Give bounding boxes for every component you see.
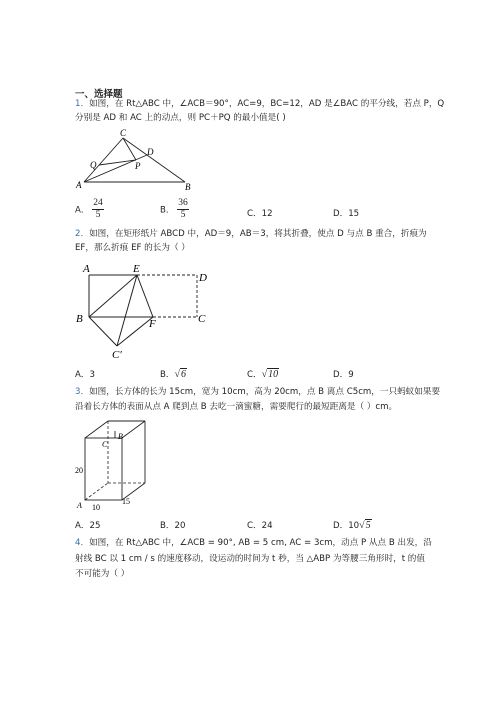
q2-option-c-letter: C． [247,370,262,380]
q2-option-a-value: 3 [89,370,95,380]
q1-figure [75,126,200,192]
q3-label-15: 15 [122,497,130,506]
q3-label-10: 10 [92,503,100,512]
q3-label-20: 20 [75,466,83,475]
q1-option-a [75,198,104,221]
q1-label-b: B [185,182,191,192]
q4-text-line2: 射线 BC 以 1 cm / s 的速度移动，设运动的时间为 t 秒，当 △ABP 为等腰三角形时，t 的值 [75,554,425,564]
q2-option-b-letter: B． [160,370,175,380]
q3-text-line1: 如图，长方体的长为 15cm，宽为 10cm，高为 20cm，点 B 离点 C5cm，一只蚂蚁如果要 [89,387,441,397]
q1-text-line1: 如图，在 Rt△ABC 中，∠ACB＝90°，AC=9，BC=12，AD 是∠BAC 的平分线，若点 P，Q [89,99,445,109]
q1-label-p: P [135,161,141,171]
q2-label-c: C [198,313,206,325]
q1-option-a-fraction [92,198,104,221]
q4-text-line3: 不可能为（ ） [75,569,130,579]
q2-figure [75,258,215,362]
q3-option-a-letter: A． [75,521,90,531]
q2-option-d-value: 9 [348,370,354,380]
q2-option-b-radical: √6 [174,369,186,380]
q3-option-c-value: 24 [261,521,273,531]
q2-label-f: F [149,318,156,330]
q3-label-b: B [118,432,123,441]
q3-option-c [247,519,273,531]
q1-option-d-value: 15 [348,209,360,219]
q2-option-c-radical: √10 [261,369,279,380]
q4-text-line1: 如图，在 Rt△ABC 中，∠ACB = 90°, AB = 5 cm, AC = 3cm，动点 P 从点 B 出发，沿 [89,538,432,548]
q3-option-a-value: 25 [89,521,101,531]
q1-option-a-letter: A． [75,205,90,216]
q1-option-b-den: 5 [180,210,186,220]
q3-option-d-letter: D． [333,521,349,531]
q3-option-c-letter: C． [247,521,262,531]
q2-option-b-radicand: 6 [181,369,186,380]
q3-option-b-value: 20 [174,521,186,531]
q1-line1 [75,98,444,111]
q3-option-b-letter: B． [160,521,175,531]
q3-label-a: A [77,501,82,510]
q2-option-a-letter: A． [75,370,90,380]
q2-label-d: D [199,272,207,284]
q1-number: 1． [75,99,90,109]
q2-number: 2． [75,229,90,239]
q2-text-line2: EF，那么折痕 EF 的长为（ ） [75,243,190,253]
q3-option-d-radicand: 5 [365,520,371,531]
q3-figure [75,418,165,514]
q3-option-d-value: 10 [348,521,360,531]
q1-label-c: C [120,128,127,138]
q3-line1 [75,386,440,399]
q1-option-c-letter: C． [247,209,262,219]
q1-option-b-fraction [177,198,189,221]
q1-text-line2: 分别是 AD 和 AC 上的动点，则 PC＋PQ 的最小值是( ) [75,113,286,123]
q2-label-e: E [133,263,140,275]
q1-option-b [160,198,189,221]
q2-line1 [75,228,427,241]
q2-option-c [247,368,279,380]
q2-option-b [160,368,187,380]
q1-option-d-letter: D． [333,209,349,219]
q3-option-d-radical: √5 [359,520,371,531]
q1-label-q: Q [90,160,97,170]
q3-option-a [75,519,100,531]
q4-line1 [75,537,432,550]
q1-option-a-den: 5 [95,210,101,220]
q2-option-d [333,368,354,380]
q1-option-c-value: 12 [261,209,273,219]
q3-option-b [160,519,185,531]
q2-label-a: A [83,263,90,275]
section-title: 一、选择题 [75,89,123,100]
q2-option-a [75,368,95,380]
q1-label-a: A [76,180,82,190]
q3-number: 3． [75,387,90,397]
q1-option-d [333,207,359,219]
q3-label-c: C [102,440,108,449]
q1-option-b-letter: B． [160,205,175,216]
q2-text-line1: 如图，在矩形纸片 ABCD 中，AD＝9，AB＝3，将其折叠，使点 D 与点 B 重合，折痕为 [89,229,427,239]
q3-text-line2: 沿着长方体的表面从点 A 爬到点 B 去吃一滴蜜糖，需要爬行的最短距离是（ ）cm。 [75,402,398,412]
q1-option-a-num: 24 [93,198,103,208]
q1-option-c [247,207,273,219]
q2-option-d-letter: D． [333,370,349,380]
q2-option-c-radicand: 10 [268,369,279,380]
q1-label-d: D [147,147,154,157]
q4-number: 4． [75,538,90,548]
q1-option-b-num: 36 [178,198,188,208]
q3-option-d [333,519,372,531]
q2-label-c-prime: C′ [112,349,122,361]
q2-label-b: B [76,313,83,325]
